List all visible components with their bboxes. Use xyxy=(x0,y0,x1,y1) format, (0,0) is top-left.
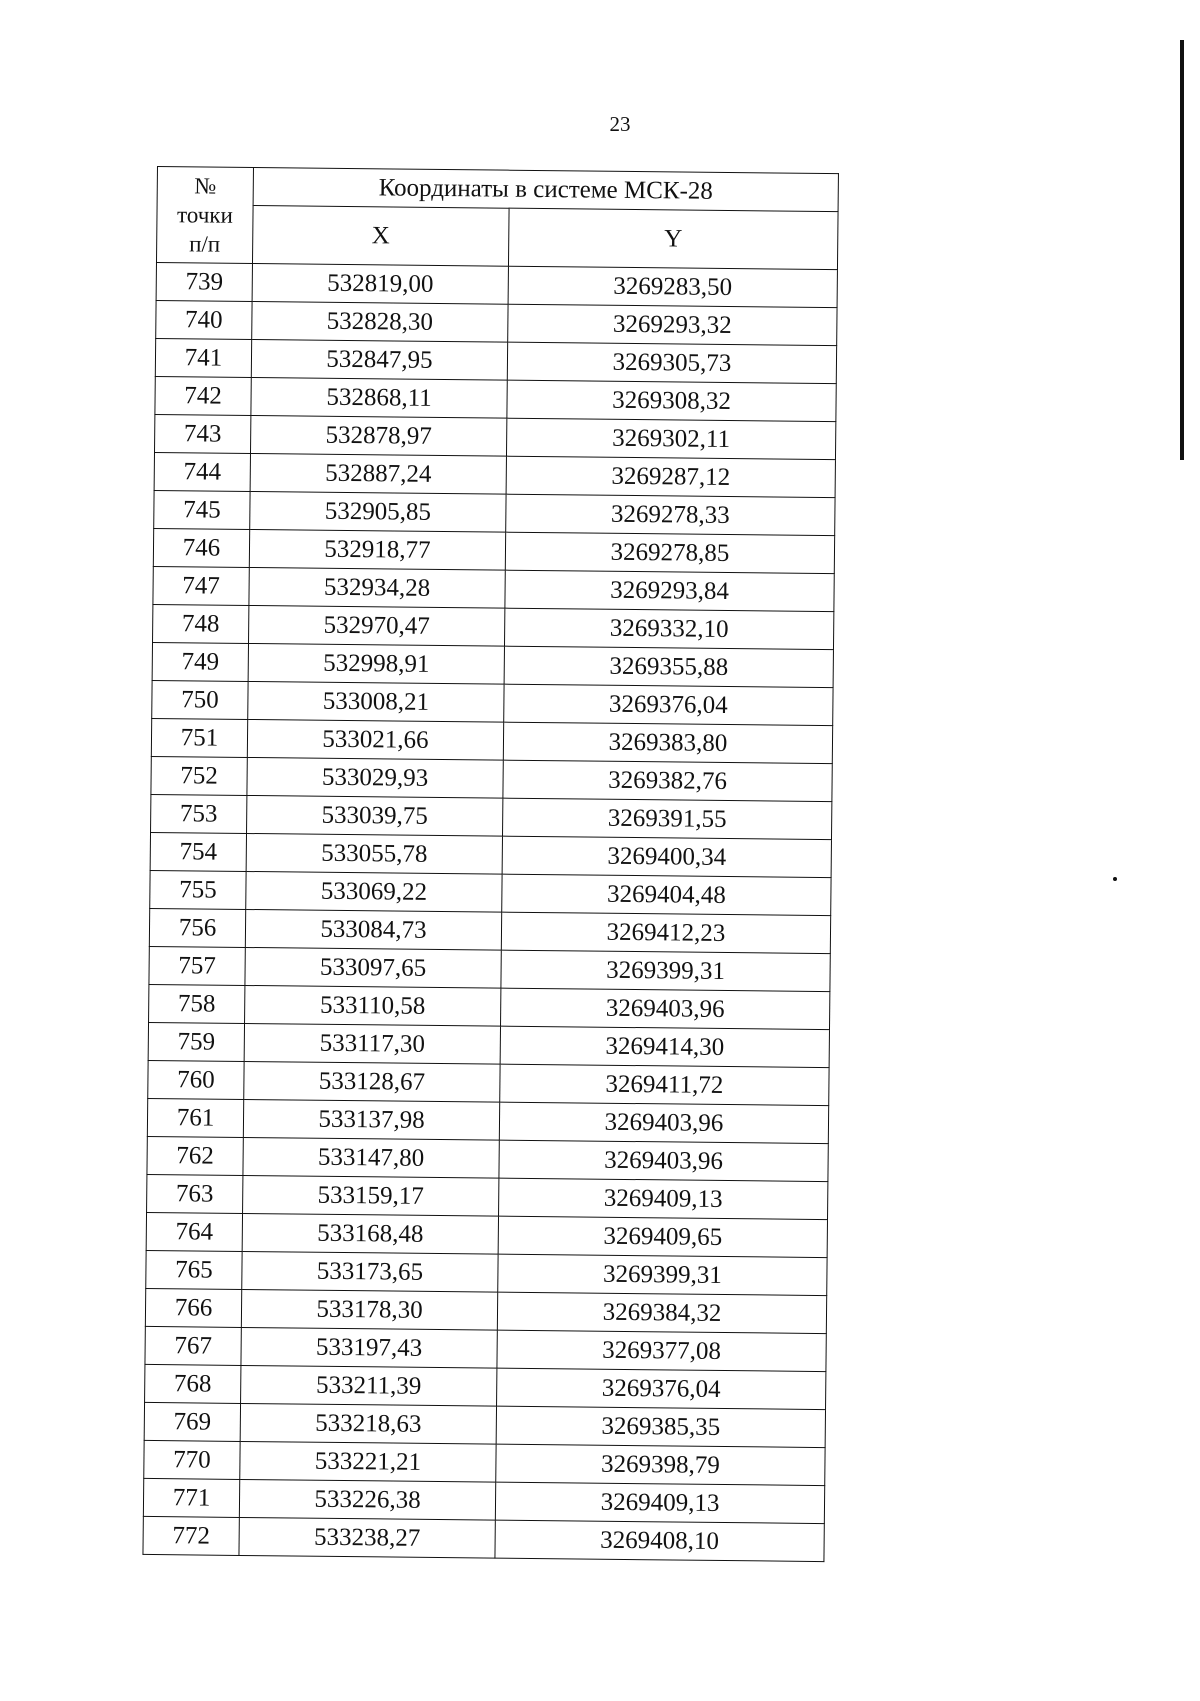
cell-y: 3269403,96 xyxy=(499,1102,828,1143)
cell-x: 532868,11 xyxy=(251,377,507,418)
cell-x: 532887,24 xyxy=(250,453,506,494)
cell-point-number: 753 xyxy=(151,794,247,833)
cell-point-number: 766 xyxy=(145,1288,241,1327)
cell-y: 3269293,84 xyxy=(505,570,834,611)
cell-point-number: 752 xyxy=(151,756,247,795)
cell-y: 3269305,73 xyxy=(507,342,836,383)
cell-point-number: 757 xyxy=(149,946,245,985)
cell-x: 533211,39 xyxy=(241,1365,497,1406)
page-number: 23 xyxy=(609,112,631,136)
cell-point-number: 743 xyxy=(154,414,250,453)
header-point-number-line2: точки xyxy=(177,202,233,228)
header-point-number-line3: п/п xyxy=(189,231,221,257)
cell-x: 533173,65 xyxy=(242,1251,498,1292)
header-y: Y xyxy=(508,208,838,269)
cell-x: 533178,30 xyxy=(241,1289,497,1330)
header-coordinates: Координаты в системе МСК-28 xyxy=(253,168,838,212)
cell-point-number: 760 xyxy=(148,1060,244,1099)
cell-y: 3269278,85 xyxy=(505,532,834,573)
cell-point-number: 740 xyxy=(156,300,252,339)
cell-y: 3269408,10 xyxy=(495,1520,824,1561)
cell-point-number: 767 xyxy=(145,1326,241,1365)
cell-x: 532819,00 xyxy=(252,264,508,305)
table-header xyxy=(156,167,838,270)
header-row-axes xyxy=(156,205,838,270)
cell-point-number: 759 xyxy=(148,1022,244,1061)
cell-point-number: 754 xyxy=(150,832,246,871)
cell-y: 3269403,96 xyxy=(501,988,830,1029)
cell-point-number: 758 xyxy=(149,984,245,1023)
cell-x: 532934,28 xyxy=(249,567,505,608)
cell-x: 533221,21 xyxy=(240,1441,496,1482)
cell-y: 3269332,10 xyxy=(504,608,833,649)
cell-point-number: 739 xyxy=(156,262,252,301)
cell-y: 3269376,04 xyxy=(497,1368,826,1409)
cell-x: 532918,77 xyxy=(249,529,505,570)
cell-y: 3269414,30 xyxy=(500,1026,829,1067)
cell-y: 3269409,65 xyxy=(498,1216,827,1257)
cell-y: 3269404,48 xyxy=(502,874,831,915)
cell-point-number: 765 xyxy=(146,1250,242,1289)
cell-x: 532847,95 xyxy=(251,340,507,381)
cell-x: 533137,98 xyxy=(243,1099,499,1140)
header-point-number xyxy=(156,167,253,264)
cell-x: 533218,63 xyxy=(240,1403,496,1444)
cell-y: 3269400,34 xyxy=(502,836,831,877)
cell-y: 3269355,88 xyxy=(504,646,833,687)
cell-y: 3269383,80 xyxy=(503,722,832,763)
scan-edge-mark xyxy=(1180,40,1184,460)
cell-point-number: 755 xyxy=(150,870,246,909)
cell-point-number: 756 xyxy=(149,908,245,947)
cell-point-number: 771 xyxy=(143,1478,239,1517)
cell-x: 533069,22 xyxy=(246,871,502,912)
cell-x: 533168,48 xyxy=(242,1213,498,1254)
cell-point-number: 748 xyxy=(153,604,249,643)
cell-point-number: 746 xyxy=(153,528,249,567)
cell-point-number: 764 xyxy=(146,1212,242,1251)
cell-x: 533238,27 xyxy=(239,1517,495,1558)
cell-y: 3269283,50 xyxy=(508,266,837,307)
cell-x: 532828,30 xyxy=(252,302,508,343)
cell-point-number: 745 xyxy=(154,490,250,529)
cell-y: 3269302,11 xyxy=(506,418,835,459)
cell-y: 3269308,32 xyxy=(507,380,836,421)
cell-point-number: 751 xyxy=(151,718,247,757)
cell-y: 3269412,23 xyxy=(501,912,830,953)
cell-point-number: 761 xyxy=(147,1098,243,1137)
cell-x: 532998,91 xyxy=(248,643,504,684)
cell-y: 3269385,35 xyxy=(496,1406,825,1447)
cell-x: 533084,73 xyxy=(245,909,501,950)
cell-x: 533128,67 xyxy=(244,1061,500,1102)
cell-x: 533021,66 xyxy=(247,719,503,760)
cell-point-number: 744 xyxy=(154,452,250,491)
cell-x: 533097,65 xyxy=(245,947,501,988)
cell-y: 3269399,31 xyxy=(501,950,830,991)
table-row xyxy=(143,1516,824,1561)
cell-x: 532878,97 xyxy=(250,415,506,456)
header-point-number-line1: № xyxy=(194,173,217,199)
cell-y: 3269398,79 xyxy=(496,1444,825,1485)
cell-point-number: 768 xyxy=(145,1364,241,1403)
cell-y: 3269287,12 xyxy=(506,456,835,497)
cell-y: 3269403,96 xyxy=(499,1140,828,1181)
cell-y: 3269293,32 xyxy=(508,304,837,345)
cell-x: 532970,47 xyxy=(249,605,505,646)
cell-x: 533008,21 xyxy=(248,681,504,722)
cell-x: 533147,80 xyxy=(243,1137,499,1178)
cell-point-number: 772 xyxy=(143,1516,239,1555)
cell-point-number: 741 xyxy=(155,338,251,377)
cell-x: 533197,43 xyxy=(241,1327,497,1368)
cell-y: 3269382,76 xyxy=(503,760,832,801)
scan-dot-mark xyxy=(1113,877,1117,881)
cell-x: 533029,93 xyxy=(247,757,503,798)
cell-x: 533117,30 xyxy=(244,1023,500,1064)
cell-y: 3269391,55 xyxy=(503,798,832,839)
cell-point-number: 770 xyxy=(144,1440,240,1479)
cell-point-number: 762 xyxy=(147,1136,243,1175)
cell-point-number: 742 xyxy=(155,376,251,415)
cell-x: 533110,58 xyxy=(245,985,501,1026)
cell-point-number: 769 xyxy=(144,1402,240,1441)
cell-x: 532905,85 xyxy=(250,491,506,532)
cell-y: 3269278,33 xyxy=(506,494,835,535)
cell-y: 3269411,72 xyxy=(500,1064,829,1105)
table-body xyxy=(143,262,837,1561)
cell-y: 3269376,04 xyxy=(504,684,833,725)
header-x: X xyxy=(252,206,509,267)
cell-x: 533226,38 xyxy=(239,1479,495,1520)
coordinates-table xyxy=(142,166,839,1562)
cell-point-number: 763 xyxy=(147,1174,243,1213)
cell-x: 533159,17 xyxy=(243,1175,499,1216)
cell-y: 3269399,31 xyxy=(498,1254,827,1295)
cell-y: 3269384,32 xyxy=(497,1292,826,1333)
cell-y: 3269409,13 xyxy=(499,1178,828,1219)
cell-y: 3269409,13 xyxy=(495,1482,824,1523)
cell-point-number: 750 xyxy=(152,680,248,719)
cell-point-number: 749 xyxy=(152,642,248,681)
cell-x: 533055,78 xyxy=(246,833,502,874)
cell-point-number: 747 xyxy=(153,566,249,605)
cell-x: 533039,75 xyxy=(247,795,503,836)
cell-y: 3269377,08 xyxy=(497,1330,826,1371)
coordinates-table-wrapper xyxy=(142,166,857,1562)
